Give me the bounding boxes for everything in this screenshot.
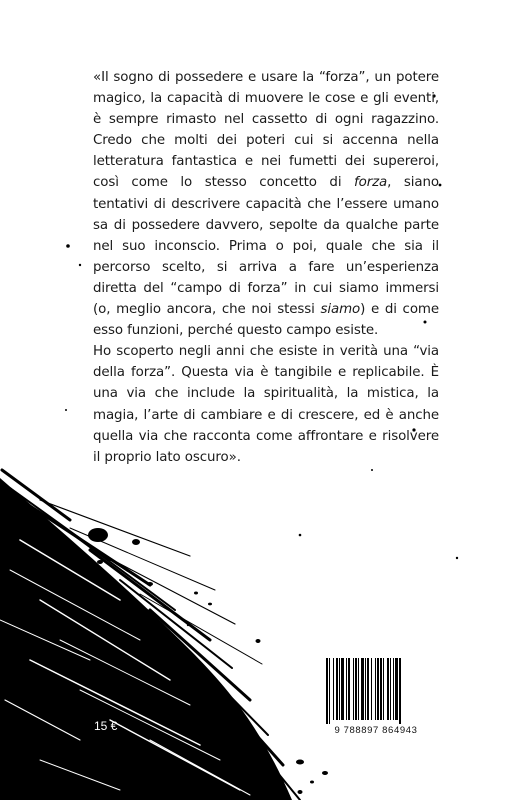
isbn-digits: 9 788897 864943: [334, 725, 418, 736]
price-label: 15 €: [94, 719, 118, 733]
barcode-bar: [339, 658, 340, 720]
barcode-bar: [333, 658, 334, 720]
blurb-paragraph-2: Ho scoperto negli anni che esiste in verità una “via della forza”. Questa via è tangibile e replicabile. È una via che include la spiritualità, la mistica, la magia, l’arte di cambiare e di crescere, ed è anche quella via che racconta come affrontare e risolvere il proprio lato oscuro».: [93, 344, 439, 465]
barcode-bar: [361, 658, 364, 720]
barcode-bar: [399, 658, 401, 724]
barcode-bars: [322, 658, 430, 724]
barcode-bar: [346, 658, 347, 720]
barcode-bar: [326, 658, 328, 724]
back-cover-blurb: [93, 67, 439, 468]
blurb-paragraph-1: «Il sogno di possedere e usare la “forza”, un potere magico, la capacità di muovere le cose e gli eventi, è sempre rimasto nel cassetto di ogni ragazzino. Credo che molti dei poteri cui si accenna nella letteratura fantastica e nei fumetti dei supereroi, così come lo stesso concetto di forza, siano tentativi di descrivere capacità che l’essere umano sa di possedere davvero, sepolte da qualche parte nel suo inconscio. Prima o poi, quale che sia il percorso scelto, si arriva a fare un’esperienza diretta del “campo di forza” in cui siamo immersi (o, meglio ancora, che noi stessi siamo) e di come esso funzioni, perché questo campo esiste.: [93, 70, 439, 339]
barcode-bar: [355, 658, 357, 720]
barcode-bar: [375, 658, 376, 720]
barcode-bar: [348, 658, 350, 720]
barcode-bar: [353, 658, 354, 720]
barcode-bar: [393, 658, 394, 720]
barcode-bar: [336, 658, 338, 720]
barcode-bar: [383, 658, 384, 720]
barcode-bar: [380, 658, 382, 720]
barcode-bar: [358, 658, 359, 720]
barcode-bar: [387, 658, 389, 720]
barcode-bar: [329, 658, 330, 724]
barcode-bar: [395, 658, 398, 720]
barcode-bar: [341, 658, 344, 720]
barcode-bar: [390, 658, 391, 720]
barcode-bar: [367, 658, 369, 720]
barcode-bar: [365, 658, 366, 720]
barcode-bar: [371, 658, 372, 720]
barcode-bar: [377, 658, 379, 720]
